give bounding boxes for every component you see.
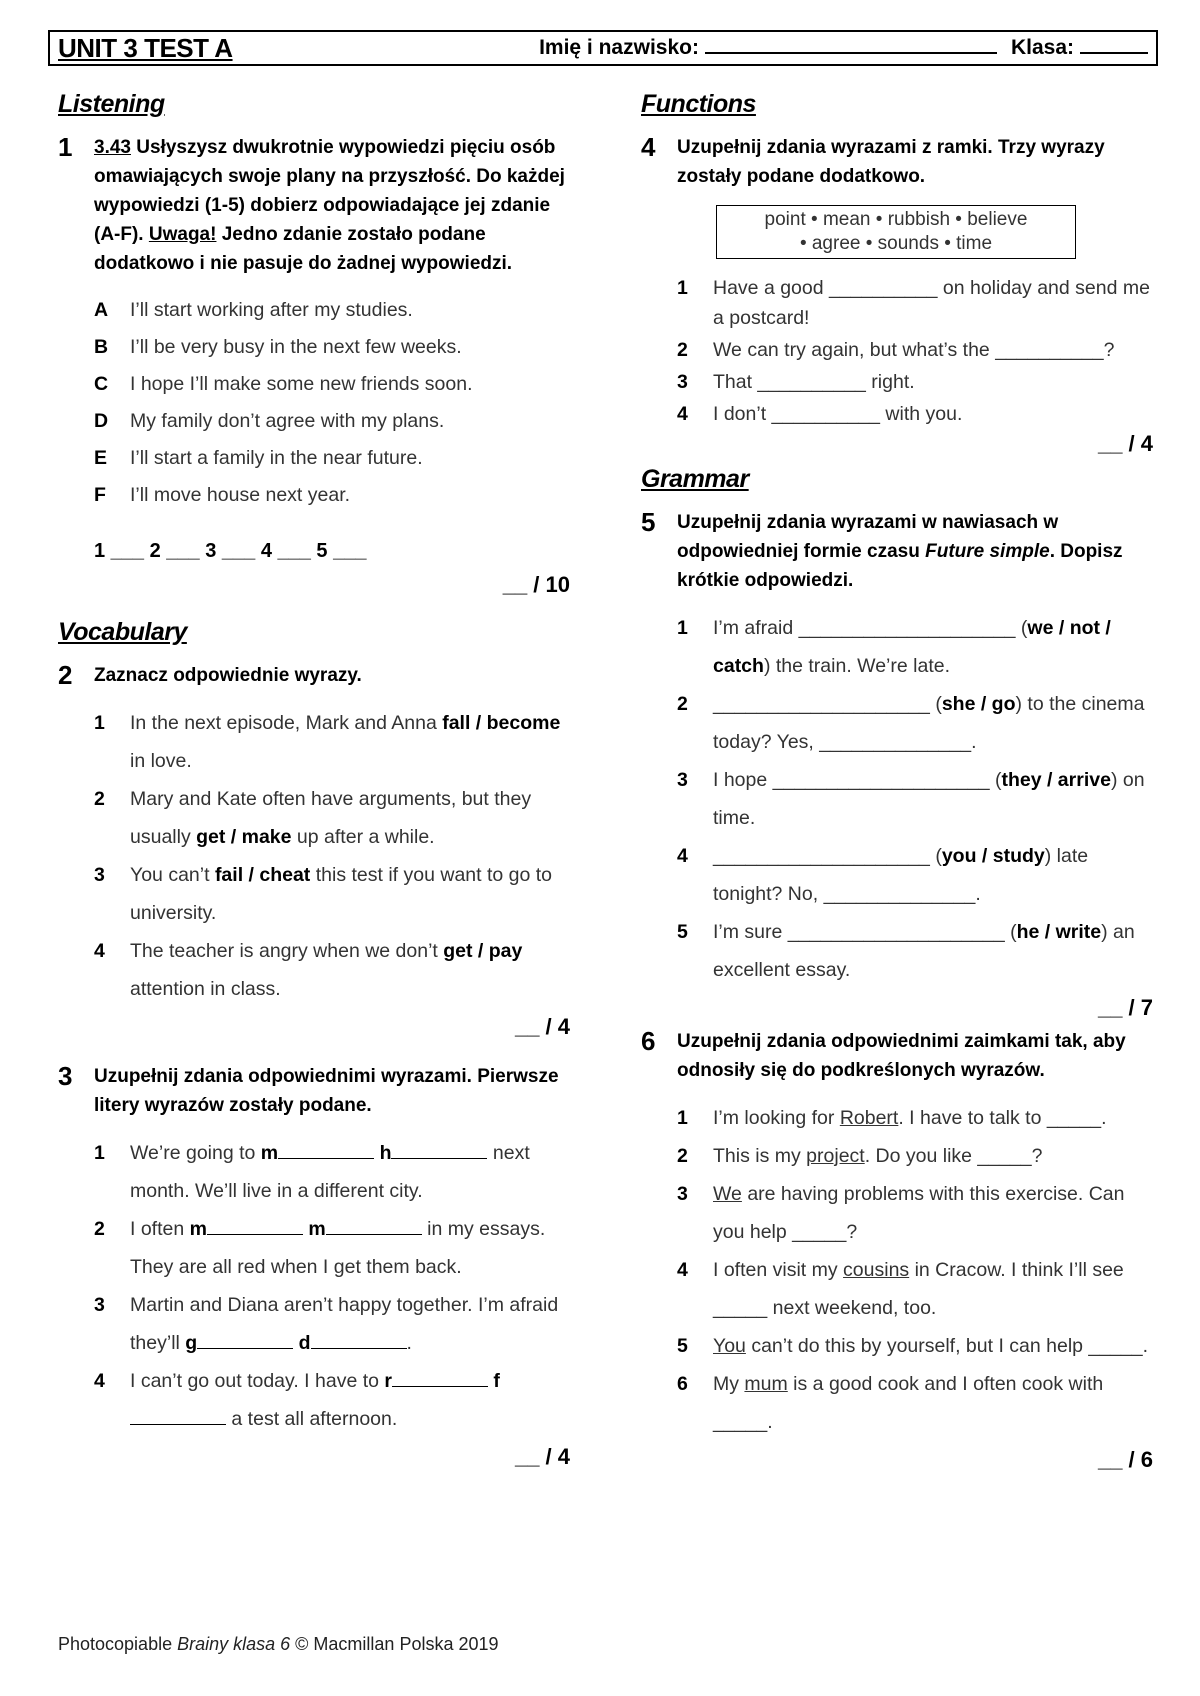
task-instruction: 3.43 Usłyszysz dwukrotnie wypowiedzi pięciu osób omawiających swoje plany na przyszłość. Do każdej wypowiedzi (1-5) dobierz odpowiadające jej zdanie (A-F). Uwaga! Jedno zdanie zostało podane dodatkowo i nie pasuje do żadnej wypowiedzi. — [94, 137, 565, 274]
list-item: 3 I hope ____________________ (they / arrive) on time. — [677, 769, 1145, 829]
answer-blank[interactable] — [197, 1348, 293, 1349]
choice-pair[interactable]: fall / become — [442, 712, 561, 734]
track-number: 3.43 — [94, 137, 131, 158]
vocabulary-heading: Vocabulary — [58, 618, 187, 646]
list-item: 6 My mum is a good cook and I often cook with _____. — [677, 1373, 1104, 1433]
list-item: 5 I’m sure ____________________ (he / write) an excellent essay. — [677, 921, 1135, 981]
task-1 — [58, 133, 570, 278]
test-header — [48, 30, 1158, 66]
copyright-footer: Photocopiable Brainy klasa 6 © Macmillan Polska 2019 — [58, 1634, 499, 1654]
name-field[interactable] — [705, 52, 997, 54]
listening-heading: Listening — [58, 90, 165, 118]
task-6 — [641, 1027, 1153, 1085]
list-item: 3 That __________ right. — [677, 371, 915, 393]
task-2 — [58, 661, 570, 690]
choice-pair[interactable]: fail / cheat — [214, 864, 311, 886]
options-list — [94, 292, 570, 514]
list-item: 2 Mary and Kate often have arguments, but they usually get / make up after a while. — [94, 788, 532, 848]
list-item: 4 ____________________ (you / study) late tonight? No, ______________. — [677, 845, 1089, 905]
test-title: UNIT 3 TEST A — [58, 32, 233, 63]
task-5-items — [677, 609, 1153, 989]
right-column — [641, 90, 1153, 1493]
answer-blank[interactable] — [311, 1348, 407, 1349]
list-item: 1 In the next episode, Mark and Anna fall / become in love. — [94, 712, 561, 772]
answer-blank[interactable] — [130, 1424, 226, 1425]
task-number: 1 — [58, 132, 73, 162]
list-item: 2 We can try again, but what’s the __________? — [677, 339, 1115, 361]
task-instruction: Uzupełnij zdania wyrazami z ramki. Trzy wyrazy zostały podane dodatkowo. — [677, 137, 1105, 187]
answer-blank[interactable] — [326, 1234, 422, 1235]
task-number: 3 — [58, 1061, 73, 1091]
choice-pair[interactable]: get / make — [196, 826, 292, 848]
list-item: 4 I often visit my cousins in Cracow. I think I’ll see _____ next weekend, too. — [677, 1259, 1124, 1319]
word-box: point • mean • rubbish • believe • agree • sounds • time — [716, 205, 1076, 259]
list-item: 1 I’m looking for Robert. I have to talk to _____. — [677, 1107, 1107, 1129]
task-instruction: Zaznacz odpowiednie wyrazy. — [94, 665, 362, 686]
list-item: 2 ____________________ (she / go) to the cinema today? Yes, ______________. — [677, 693, 1145, 753]
list-item: 2 I often m m in my essays. They are all red when I get them back. — [94, 1218, 546, 1278]
task-3-items — [94, 1134, 570, 1438]
list-item: 3 We are having problems with this exercise. Can you help _____? — [677, 1183, 1125, 1243]
task-5 — [641, 508, 1153, 595]
list-item: 2 This is my project. Do you like _____? — [677, 1145, 1043, 1167]
list-item: A I’ll start working after my studies. — [94, 299, 413, 321]
task-2-items — [94, 704, 570, 1008]
score-task-2: __ / 4 — [514, 1014, 570, 1039]
answer-blank[interactable] — [392, 1386, 488, 1387]
score-task-1: __ / 10 — [502, 572, 570, 597]
task-number: 5 — [641, 507, 656, 537]
list-item: B I’ll be very busy in the next few weeks. — [94, 336, 462, 358]
score-task-6: __ / 6 — [1097, 1447, 1153, 1472]
task-4 — [641, 133, 1153, 191]
task-instruction: Uzupełnij zdania wyrazami w nawiasach w odpowiedniej formie czasu Future simple. Dopisz krótkie odpowiedzi. — [677, 512, 1123, 591]
list-item: 1 Have a good __________ on holiday and send me a postcard! — [677, 277, 1150, 329]
list-item: F I’ll move house next year. — [94, 484, 351, 506]
list-item: D My family don’t agree with my plans. — [94, 410, 445, 432]
task-3 — [58, 1062, 570, 1120]
list-item: 5 You can’t do this by yourself, but I can help _____. — [677, 1335, 1149, 1357]
choice-pair[interactable]: get / pay — [443, 940, 523, 962]
score-task-3: __ / 4 — [514, 1444, 570, 1469]
answer-blank[interactable] — [207, 1234, 303, 1235]
task-number: 6 — [641, 1026, 656, 1056]
list-item: 3 Martin and Diana aren’t happy together. I’m afraid they’ll g d . — [94, 1294, 559, 1354]
list-item: 4 The teacher is angry when we don’t get / pay attention in class. — [94, 940, 523, 1000]
task-instruction: Uzupełnij zdania odpowiednimi wyrazami. Pierwsze litery wyrazów zostały podane. — [94, 1066, 559, 1116]
task-number: 2 — [58, 660, 73, 690]
score-task-4: __ / 4 — [1097, 431, 1153, 456]
list-item: 3 You can’t fail / cheat this test if you want to go to university. — [94, 864, 553, 924]
grammar-heading: Grammar — [641, 465, 749, 493]
list-item: C I hope I’ll make some new friends soon. — [94, 373, 473, 395]
left-column — [58, 90, 570, 1490]
student-fields — [539, 36, 1148, 60]
warning-label: Uwaga! — [148, 224, 217, 245]
list-item: 1 We’re going to m h next month. We’ll live in a different city. — [94, 1142, 530, 1202]
answer-blank[interactable] — [391, 1158, 487, 1159]
task-number: 4 — [641, 132, 656, 162]
class-field[interactable] — [1080, 52, 1148, 54]
task-4-items — [677, 273, 1153, 429]
score-task-5: __ / 7 — [1097, 995, 1153, 1020]
name-label: Imię i nazwisko: — [539, 36, 699, 59]
list-item: E I’ll start a family in the near future. — [94, 447, 423, 469]
functions-heading: Functions — [641, 90, 756, 118]
task-instruction: Uzupełnij zdania odpowiednimi zaimkami tak, aby odnosiły się do podkreślonych wyrazów. — [677, 1031, 1126, 1081]
list-item: 4 I don’t __________ with you. — [677, 403, 963, 425]
class-label: Klasa: — [1010, 36, 1074, 59]
list-item: 4 I can’t go out today. I have to r f a test all afternoon. — [94, 1370, 500, 1430]
answer-blank[interactable] — [278, 1158, 374, 1159]
answer-line[interactable]: 1 ___ 2 ___ 3 ___ 4 ___ 5 ___ — [94, 540, 367, 562]
list-item: 1 I’m afraid ____________________ (we / not / catch) the train. We’re late. — [677, 617, 1111, 677]
task-6-items — [677, 1099, 1153, 1441]
